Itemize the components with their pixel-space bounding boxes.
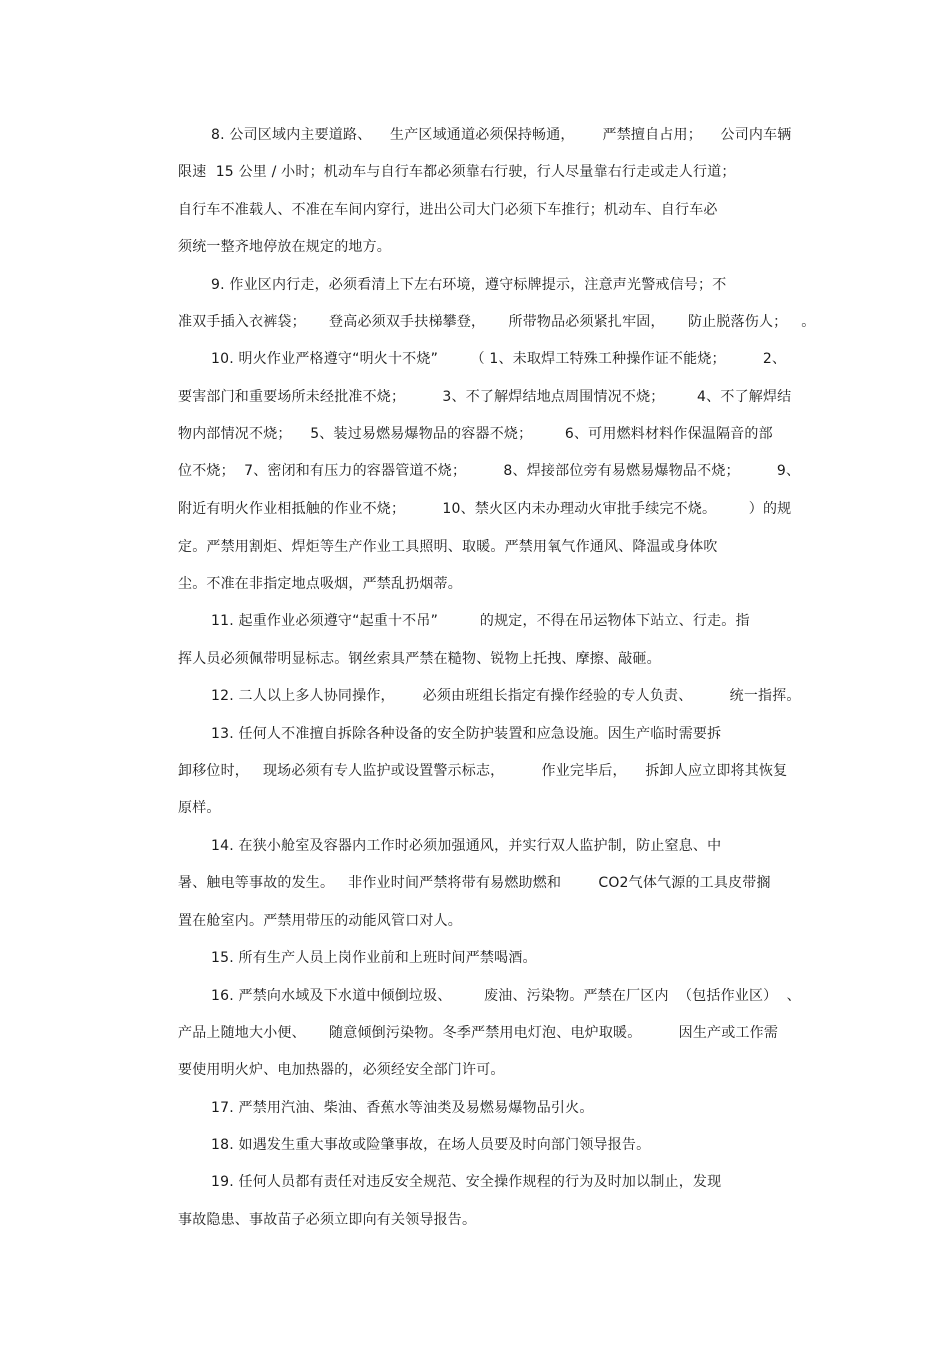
paragraph-10-line-5: 附近有明火作业相抵触的作业不烧； 10、禁火区内未办理动火审批手续完不烧。 ）的规 <box>178 501 792 517</box>
paragraph-11-line-1: 11. 起重作业必须遵守“起重十不吊” 的规定，不得在吊运物体下站立、行走。指 <box>211 613 750 629</box>
paragraph-10-line-7: 尘。不准在非指定地点吸烟，严禁乱扔烟蒂。 <box>178 576 462 592</box>
paragraph-14-line-2: 暑、触电等事故的发生。 非作业时间严禁将带有易燃助燃和 CO2气体气源的工具皮带搁 <box>178 875 771 891</box>
paragraph-14-line-3: 置在舱室内。严禁用带压的动能风管口对人。 <box>178 913 462 929</box>
paragraph-8-line-4: 须统一整齐地停放在规定的地方。 <box>178 239 391 255</box>
paragraph-10-line-4: 位不烧； 7、密闭和有压力的容器管道不烧； 8、焊接部位旁有易燃易爆物品不烧； 9、 <box>178 463 801 479</box>
paragraph-16-line-3: 要使用明火炉、电加热器的，必须经安全部门许可。 <box>178 1062 505 1078</box>
paragraph-14-line-1: 14. 在狭小舱室及容器内工作时必须加强通风，并实行双人监护制，防止窒息、中 <box>211 838 722 854</box>
paragraph-13-line-3: 原样。 <box>178 800 221 816</box>
paragraph-8-line-1: 8. 公司区域内主要道路、 生产区域通道必须保持畅通， 严禁擅自占用； 公司内车辆 <box>211 127 792 143</box>
paragraph-13-line-1: 13. 任何人不准擅自拆除各种设备的安全防护装置和应急设施。因生产临时需要拆 <box>211 726 722 742</box>
paragraph-10-line-2: 要害部门和重要场所未经批准不烧； 3、不了解焊结地点周围情况不烧； 4、不了解焊结 <box>178 389 792 405</box>
paragraph-19-line-1: 19. 任何人员都有责任对违反安全规范、安全操作规程的行为及时加以制止，发现 <box>211 1174 722 1190</box>
paragraph-12-line-1: 12. 二人以上多人协同操作， 必须由班组长指定有操作经验的专人负责、 统一指挥。 <box>211 688 801 704</box>
paragraph-9-line-2: 准双手插入衣裤袋； 登高必须双手扶梯攀登， 所带物品必须紧扎牢固， 防止脱落伤人； 。 <box>178 314 816 330</box>
paragraph-10-line-6: 定。严禁用割炬、焊炬等生产作业工具照明、取暖。严禁用氧气作通风、降温或身体吹 <box>178 539 718 555</box>
paragraph-11-line-2: 挥人员必须佩带明显标志。钢丝索具严禁在糙物、锐物上托拽、摩擦、敲砸。 <box>178 651 661 667</box>
paragraph-10-line-1: 10. 明火作业严格遵守“明火十不烧” （ 1、未取焊工特殊工种操作证不能烧； 2、 <box>211 351 787 367</box>
paragraph-8-line-2: 限速 15 公里 / 小时；机动车与自行车都必须靠右行驶，行人尽量靠右行走或走人行道； <box>178 164 736 180</box>
paragraph-17-line-1: 17. 严禁用汽油、柴油、香蕉水等油类及易燃易爆物品引火。 <box>211 1100 594 1116</box>
paragraph-19-line-2: 事故隐患、事故苗子必须立即向有关领导报告。 <box>178 1212 477 1228</box>
paragraph-16-line-2: 产品上随地大小便、 随意倾倒污染物。冬季严禁用电灯泡、电炉取暖。 因生产或工作需 <box>178 1025 779 1041</box>
paragraph-15-line-1: 15. 所有生产人员上岗作业前和上班时间严禁喝酒。 <box>211 950 537 966</box>
paragraph-10-line-3: 物内部情况不烧； 5、装过易燃易爆物品的容器不烧； 6、可用燃料材料作保温隔音的部 <box>178 426 773 442</box>
paragraph-9-line-1: 9. 作业区内行走，必须看清上下左右环境，遵守标牌提示，注意声光警戒信号；不 <box>211 277 727 293</box>
paragraph-13-line-2: 卸移位时， 现场必须有专人监护或设置警示标志， 作业完毕后， 拆卸人应立即将其恢复 <box>178 763 788 779</box>
paragraph-8-line-3: 自行车不准载人、不准在车间内穿行，进出公司大门必须下车推行；机动车、自行车必 <box>178 202 718 218</box>
paragraph-18-line-1: 18. 如遇发生重大事故或险肇事故，在场人员要及时向部门领导报告。 <box>211 1137 651 1153</box>
paragraph-16-line-1: 16. 严禁向水域及下水道中倾倒垃圾、 废油、污染物。严禁在厂区内 （包括作业区） 、 <box>211 988 801 1004</box>
